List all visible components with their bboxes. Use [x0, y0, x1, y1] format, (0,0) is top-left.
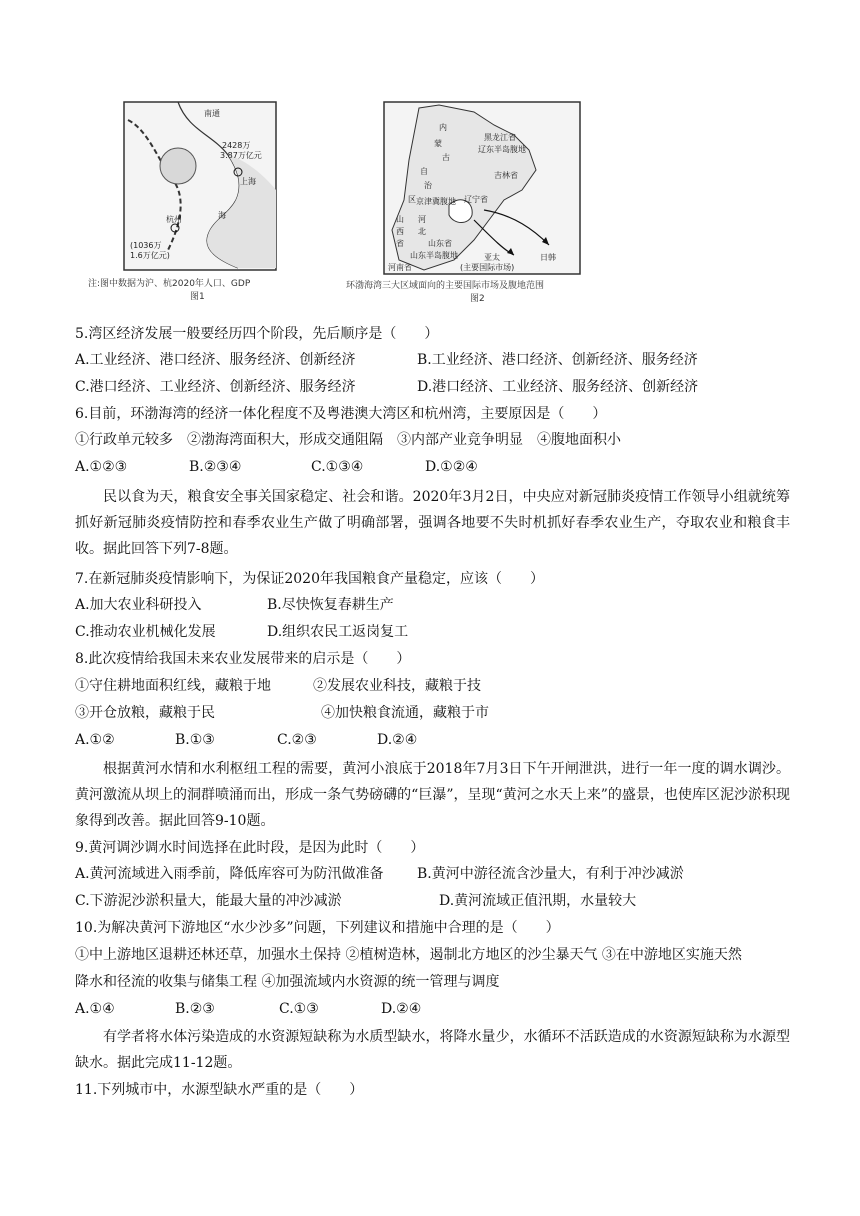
q9-options-row2	[75, 891, 636, 911]
figure-1-note: 注:图中数据为沪、杭2020年人口、GDP	[88, 279, 251, 289]
label-shanghai: 上海	[240, 177, 256, 186]
label-zhi: 治	[424, 181, 432, 190]
label-he: 河	[418, 215, 426, 224]
q9-stem: 9.黄河调沙调水时间选择在此时段，是因为此时（ ）	[75, 840, 425, 856]
q10-option-c[interactable]: C.①③	[279, 1001, 319, 1017]
q6-option-b[interactable]: B.②③④	[189, 459, 242, 475]
q9-options-row1	[75, 864, 684, 884]
q7-option-c[interactable]: C.推动农业机械化发展	[75, 624, 216, 640]
label-sea: 海	[218, 211, 226, 220]
label-shandong-hinterland: 山东半岛腹地	[410, 251, 458, 260]
label-zi: 自	[420, 167, 428, 176]
label-heilongjiang: 黑龙江省	[484, 133, 516, 142]
label-shandong: 山东省	[428, 239, 452, 248]
q7-options-row2	[75, 622, 408, 642]
label-gu: 古	[442, 153, 450, 162]
q8-item-2: ②发展农业科技，藏粮于技	[313, 678, 481, 694]
label-japan-korea: 日韩	[540, 253, 556, 262]
q8-item-3: ③开仓放粮，藏粮于民	[75, 705, 215, 721]
label-hangzhou: 杭州	[166, 215, 182, 224]
q6-items: ①行政单元较多 ②渤海湾面积大，形成交通阻隔 ③内部产业竞争明显 ④腹地面积小	[75, 432, 621, 448]
q8-item-1: ①守住耕地面积红线，藏粮于地	[75, 678, 271, 694]
figure-1-caption: 图1	[190, 292, 205, 302]
q6-option-d[interactable]: D.①②④	[425, 459, 478, 475]
label-jilin: 吉林省	[494, 171, 518, 180]
q5-stem: 5.湾区经济发展一般要经历四个阶段，先后顺序是（ ）	[75, 326, 439, 342]
label-hz-pop: (1036万	[130, 241, 162, 250]
passage-3: 有学者将水体污染造成的水资源短缺称为水质型缺水，将降水量少，水循环不活跃造成的水资源短缺称为水源型缺水。据此完成11-12题。	[75, 1029, 790, 1071]
figure-2-caption: 图2	[470, 294, 485, 304]
q8-option-d[interactable]: D.②④	[377, 732, 418, 748]
q6-options	[75, 457, 478, 477]
label-asia-pacific: 亚太	[484, 253, 500, 262]
q5-options-row1	[75, 350, 698, 370]
label-hz-gdp: 1.6万亿元)	[130, 251, 170, 260]
label-liaodong: 辽东半岛腹地	[478, 145, 526, 154]
q8-options	[75, 730, 417, 750]
q8-option-c[interactable]: C.②③	[277, 732, 317, 748]
label-main-market: (主要国际市场)	[460, 263, 515, 272]
q10-items-line2: 降水和径流的收集与储集工程 ④加强流域内水资源的统一管理与调度	[75, 974, 500, 990]
q6-option-a[interactable]: A.①②③	[75, 459, 128, 475]
q5-options-row2	[75, 377, 698, 397]
q5-option-b[interactable]: B.工业经济、港口经济、创新经济、服务经济	[417, 352, 698, 368]
q7-option-b[interactable]: B.尽快恢复春耕生产	[267, 597, 394, 613]
q8-item-4: ④加快粮食流通，藏粮于市	[321, 705, 489, 721]
q10-option-b[interactable]: B.②③	[175, 1001, 215, 1017]
q10-items-line1: ①中上游地区退耕还林还草，加强水土保持 ②植树造林，遏制北方地区的沙尘暴天气 ③在中游地区实施天然	[75, 947, 742, 963]
passage-2: 根据黄河水情和水利枢纽工程的需要，黄河小浪底于2018年7月3日下午开闸泄洪，进行一年一度的调水调沙。黄河激流从坝上的洞群喷涌而出，形成一条气势磅礴的“巨瀑”，呈现“黄河之水天上来”的盛景，也使库区泥沙淤积现象得到改善。据此回答9-10题。	[75, 761, 790, 829]
label-liaoning: 辽宁省	[464, 195, 488, 204]
label-xi: 西	[396, 227, 404, 236]
q10-stem: 10.为解决黄河下游地区“水少沙多”问题，下列建议和措施中合理的是（ ）	[75, 920, 560, 936]
label-sheng: 省	[396, 239, 404, 248]
q8-option-a[interactable]: A.①②	[75, 732, 115, 748]
label-sh-pop: 2428万	[222, 141, 251, 150]
label-henan: 河南省	[388, 263, 412, 272]
q6-option-c[interactable]: C.①③④	[311, 459, 364, 475]
label-nantong: 南通	[204, 109, 220, 118]
q9-option-d[interactable]: D.黄河流域正值汛期，水量较大	[439, 893, 637, 909]
figure-1	[88, 100, 288, 302]
label-sh-gdp: 3.87万亿元	[220, 151, 262, 160]
q5-option-a[interactable]: A.工业经济、港口经济、服务经济、创新经济	[75, 352, 356, 368]
q11-stem: 11.下列城市中，水源型缺水严重的是（ ）	[75, 1082, 364, 1098]
label-nei: 内	[439, 123, 447, 132]
label-meng: 蒙	[434, 139, 442, 148]
q8-option-b[interactable]: B.①③	[175, 732, 215, 748]
q10-options	[75, 999, 421, 1019]
label-qu: 区	[408, 195, 416, 204]
q9-option-c[interactable]: C.下游泥沙淤积量大，能最大量的冲沙减淤	[75, 893, 342, 909]
passage-1: 民以食为天，粮食安全事关国家稳定、社会和谐。2020年3月2日，中央应对新冠肺炎疫情工作领导小组就统筹抓好新冠肺炎疫情防控和春季农业生产做了明确部署，强调各地要不失时机抓好春季农业生产，夺取农业和粮食丰收。据此回答下列7-8题。	[75, 489, 790, 557]
q7-options-row1	[75, 595, 394, 615]
q8-stem: 8.此次疫情给我国未来农业发展带来的启示是（ ）	[75, 651, 411, 667]
q10-option-a[interactable]: A.①④	[75, 1001, 115, 1017]
q9-option-a[interactable]: A.黄河流域进入雨季前，降低库容可为防汛做准备	[75, 866, 384, 882]
figure-2	[344, 100, 616, 302]
label-bei: 北	[418, 227, 426, 236]
q7-stem: 7.在新冠肺炎疫情影响下，为保证2020年我国粮食产量稳定，应该（ ）	[75, 571, 544, 587]
q9-option-b[interactable]: B.黄河中游径流含沙量大，有利于冲沙减淤	[417, 866, 684, 882]
q5-option-d[interactable]: D.港口经济、工业经济、服务经济、创新经济	[417, 379, 699, 395]
q7-option-d[interactable]: D.组织农民工返岗复工	[267, 624, 409, 640]
q7-option-a[interactable]: A.加大农业科研投入	[75, 597, 202, 613]
q6-stem: 6.目前，环渤海湾的经济一体化程度不及粤港澳大湾区和杭州湾，主要原因是（ ）	[75, 406, 607, 422]
q10-option-d[interactable]: D.②④	[381, 1001, 422, 1017]
q8-items-row2	[75, 703, 489, 723]
q5-option-c[interactable]: C.港口经济、工业经济、创新经济、服务经济	[75, 379, 356, 395]
figure-2-note: 环渤海湾三大区域面向的主要国际市场及腹地范围	[346, 281, 545, 291]
label-shan: 山	[396, 215, 404, 224]
label-jingjinji: 京津冀腹地	[416, 197, 456, 206]
q8-items-row1	[75, 676, 481, 696]
